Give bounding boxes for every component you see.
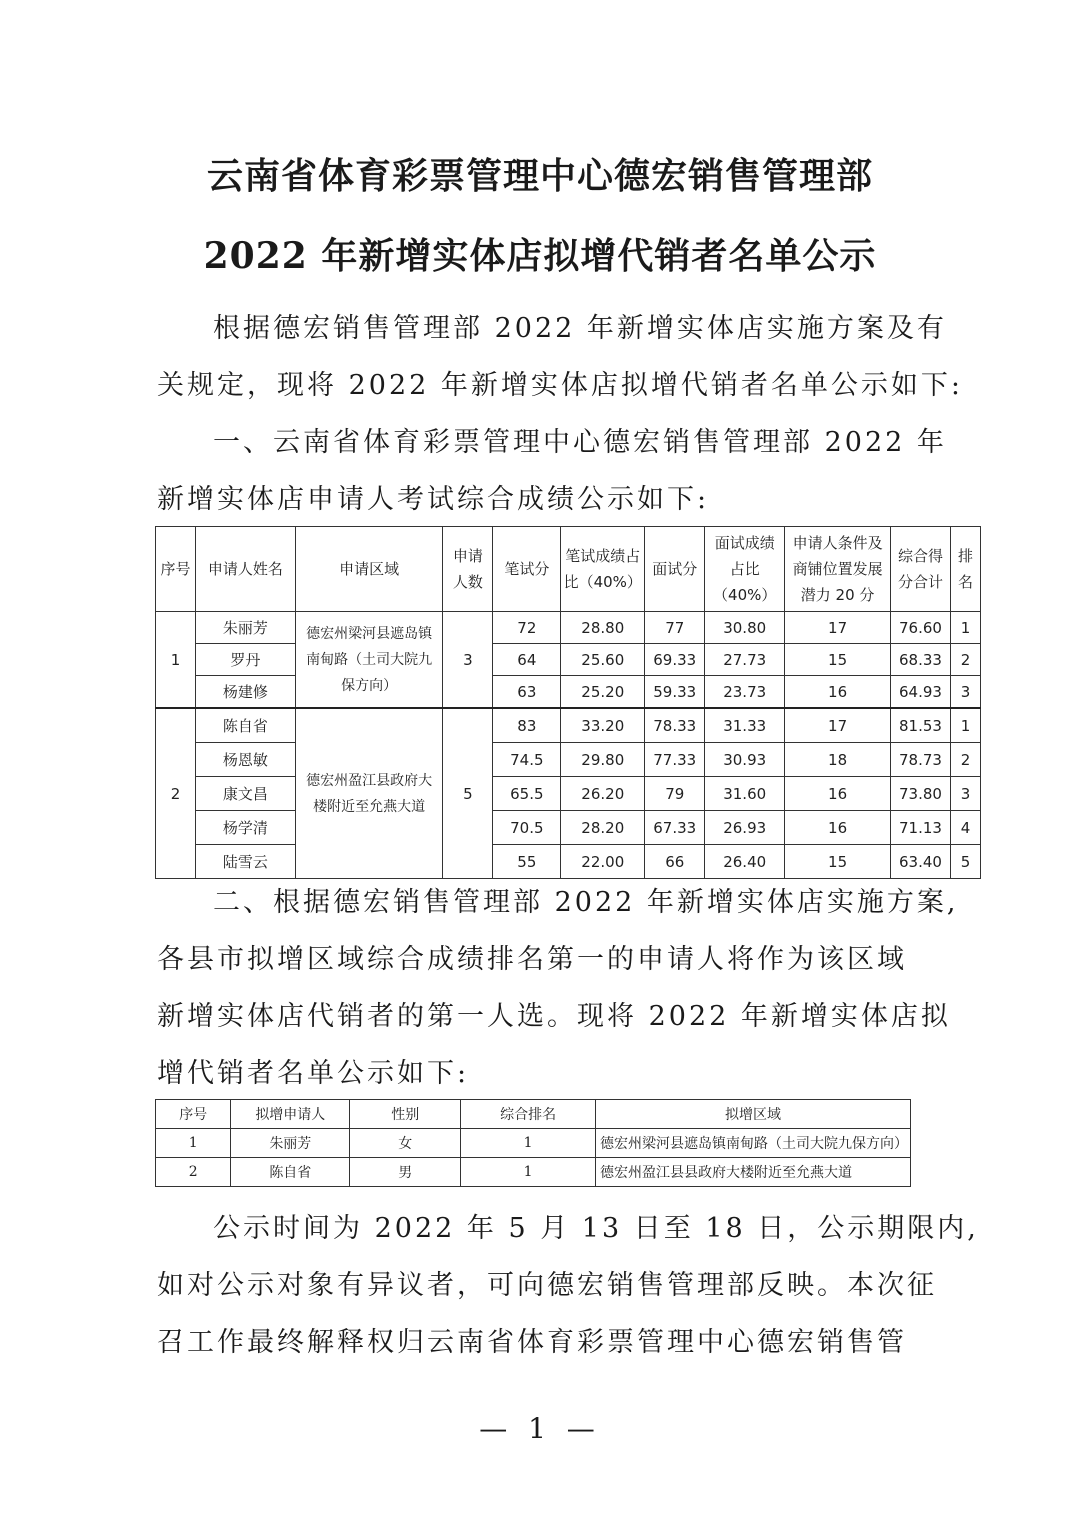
header-written: 笔试分 bbox=[493, 527, 561, 612]
written-pct: 28.20 bbox=[561, 811, 645, 845]
condition-score: 16 bbox=[785, 811, 891, 845]
interview-score: 77 bbox=[645, 612, 705, 644]
total-score: 68.33 bbox=[890, 644, 950, 676]
total-score: 63.40 bbox=[890, 845, 950, 879]
group-seq: 1 bbox=[156, 612, 196, 709]
interview-score: 67.33 bbox=[645, 811, 705, 845]
row-applicant: 陈自省 bbox=[231, 1158, 350, 1187]
group-count: 5 bbox=[443, 708, 493, 879]
written-score: 63 bbox=[493, 676, 561, 709]
interview-pct: 30.93 bbox=[705, 743, 785, 777]
applicant-name: 杨建修 bbox=[195, 676, 295, 709]
header-condition: 申请人条件及商铺位置发展潜力 20 分 bbox=[785, 527, 891, 612]
rank: 3 bbox=[950, 676, 980, 709]
row-rank: 1 bbox=[461, 1129, 596, 1158]
group-region: 德宏州盈江县政府大楼附近至允燕大道 bbox=[295, 708, 443, 879]
table-row bbox=[156, 612, 981, 644]
row-gender: 女 bbox=[350, 1129, 461, 1158]
table-row bbox=[156, 1129, 911, 1158]
condition-score: 17 bbox=[785, 708, 891, 743]
applicant-name: 杨恩敏 bbox=[195, 743, 295, 777]
rank: 4 bbox=[950, 811, 980, 845]
interview-pct: 27.73 bbox=[705, 644, 785, 676]
interview-pct: 31.33 bbox=[705, 708, 785, 743]
written-score: 72 bbox=[493, 612, 561, 644]
section-2-line: 各县市拟增区域综合成绩排名第一的申请人将作为该区域 bbox=[157, 944, 907, 975]
header-name: 申请人姓名 bbox=[195, 527, 295, 612]
condition-score: 15 bbox=[785, 845, 891, 879]
header-count: 申请人数 bbox=[443, 527, 493, 612]
interview-pct: 30.80 bbox=[705, 612, 785, 644]
header-rank: 综合排名 bbox=[461, 1100, 596, 1129]
interview-pct: 26.40 bbox=[705, 845, 785, 879]
table-row bbox=[156, 708, 981, 743]
interview-score: 66 bbox=[645, 845, 705, 879]
written-score: 55 bbox=[493, 845, 561, 879]
row-seq: 1 bbox=[156, 1129, 231, 1158]
written-score: 83 bbox=[493, 708, 561, 743]
row-gender: 男 bbox=[350, 1158, 461, 1187]
total-score: 76.60 bbox=[890, 612, 950, 644]
row-seq: 2 bbox=[156, 1158, 231, 1187]
intro-line: 根据德宏销售管理部 2022 年新增实体店实施方案及有 bbox=[213, 313, 947, 344]
written-pct: 26.20 bbox=[561, 777, 645, 811]
table-row bbox=[156, 811, 981, 845]
header-region: 申请区域 bbox=[295, 527, 443, 612]
row-rank: 1 bbox=[461, 1158, 596, 1187]
applicant-name: 杨学清 bbox=[195, 811, 295, 845]
condition-score: 18 bbox=[785, 743, 891, 777]
interview-pct: 23.73 bbox=[705, 676, 785, 709]
written-pct: 25.60 bbox=[561, 644, 645, 676]
header-seq: 序号 bbox=[156, 1100, 231, 1129]
document-title-line-1: 云南省体育彩票管理中心德宏销售管理部 bbox=[206, 155, 873, 197]
row-applicant: 朱丽芳 bbox=[231, 1129, 350, 1158]
names-table-header-row bbox=[156, 1100, 911, 1129]
section-1-line: 新增实体店申请人考试综合成绩公示如下: bbox=[157, 484, 710, 515]
score-table bbox=[155, 526, 981, 879]
section-2-line: 二、根据德宏销售管理部 2022 年新增实体店实施方案, bbox=[213, 887, 959, 918]
proposed-names-table bbox=[155, 1099, 911, 1187]
closing-line: 如对公示对象有异议者，可向德宏销售管理部反映。本次征 bbox=[157, 1270, 937, 1301]
table-row bbox=[156, 1158, 911, 1187]
document-title-line-2: 2022 年新增实体店拟增代销者名单公示 bbox=[203, 235, 877, 277]
condition-score: 16 bbox=[785, 676, 891, 709]
table-row bbox=[156, 777, 981, 811]
applicant-name: 陈自省 bbox=[195, 708, 295, 743]
interview-pct: 31.60 bbox=[705, 777, 785, 811]
applicant-name: 朱丽芳 bbox=[195, 612, 295, 644]
written-score: 64 bbox=[493, 644, 561, 676]
condition-score: 17 bbox=[785, 612, 891, 644]
table-row bbox=[156, 743, 981, 777]
condition-score: 16 bbox=[785, 777, 891, 811]
interview-pct: 26.93 bbox=[705, 811, 785, 845]
written-score: 74.5 bbox=[493, 743, 561, 777]
header-interview-pct: 面试成绩占比（40%） bbox=[705, 527, 785, 612]
applicant-name: 康文昌 bbox=[195, 777, 295, 811]
intro-line: 关规定，现将 2022 年新增实体店拟增代销者名单公示如下: bbox=[157, 370, 963, 401]
header-rank: 排名 bbox=[950, 527, 980, 612]
row-area: 德宏州梁河县遮岛镇南甸路（土司大院九保方向） bbox=[595, 1129, 910, 1158]
rank: 2 bbox=[950, 743, 980, 777]
header-seq: 序号 bbox=[156, 527, 196, 612]
section-2-paragraph bbox=[157, 874, 959, 1102]
written-pct: 28.80 bbox=[561, 612, 645, 644]
header-area: 拟增区域 bbox=[595, 1100, 910, 1129]
written-pct: 25.20 bbox=[561, 676, 645, 709]
written-pct: 33.20 bbox=[561, 708, 645, 743]
applicant-name: 罗丹 bbox=[195, 644, 295, 676]
intro-paragraph bbox=[157, 300, 963, 414]
rank: 1 bbox=[950, 708, 980, 743]
table-row bbox=[156, 644, 981, 676]
rank: 2 bbox=[950, 644, 980, 676]
closing-paragraph bbox=[157, 1200, 979, 1371]
total-score: 81.53 bbox=[890, 708, 950, 743]
section-2-line: 新增实体店代销者的第一人选。现将 2022 年新增实体店拟 bbox=[157, 1001, 951, 1032]
interview-score: 59.33 bbox=[645, 676, 705, 709]
total-score: 73.80 bbox=[890, 777, 950, 811]
total-score: 71.13 bbox=[890, 811, 950, 845]
page-number: — 1 — bbox=[479, 1412, 601, 1445]
header-gender: 性别 bbox=[350, 1100, 461, 1129]
interview-score: 79 bbox=[645, 777, 705, 811]
applicant-name: 陆雪云 bbox=[195, 845, 295, 879]
rank: 5 bbox=[950, 845, 980, 879]
group-region: 德宏州梁河县遮岛镇南甸路（土司大院九保方向） bbox=[295, 612, 443, 709]
section-1-paragraph bbox=[157, 414, 947, 528]
total-score: 78.73 bbox=[890, 743, 950, 777]
score-table-header-row bbox=[156, 527, 981, 612]
written-pct: 22.00 bbox=[561, 845, 645, 879]
section-2-line: 增代销者名单公示如下: bbox=[157, 1058, 470, 1089]
table-row bbox=[156, 676, 981, 709]
closing-line: 公示时间为 2022 年 5 月 13 日至 18 日，公示期限内, bbox=[213, 1213, 979, 1244]
total-score: 64.93 bbox=[890, 676, 950, 709]
rank: 1 bbox=[950, 612, 980, 644]
group-seq: 2 bbox=[156, 708, 196, 879]
interview-score: 77.33 bbox=[645, 743, 705, 777]
row-area: 德宏州盈江县县政府大楼附近至允燕大道 bbox=[595, 1158, 910, 1187]
written-score: 65.5 bbox=[493, 777, 561, 811]
header-written-pct: 笔试成绩占比（40%） bbox=[561, 527, 645, 612]
header-total: 综合得分合计 bbox=[890, 527, 950, 612]
closing-line: 召工作最终解释权归云南省体育彩票管理中心德宏销售管 bbox=[157, 1327, 907, 1358]
header-applicant: 拟增申请人 bbox=[231, 1100, 350, 1129]
written-score: 70.5 bbox=[493, 811, 561, 845]
written-pct: 29.80 bbox=[561, 743, 645, 777]
condition-score: 15 bbox=[785, 644, 891, 676]
section-1-line: 一、云南省体育彩票管理中心德宏销售管理部 2022 年 bbox=[213, 427, 947, 458]
interview-score: 78.33 bbox=[645, 708, 705, 743]
header-interview: 面试分 bbox=[645, 527, 705, 612]
group-count: 3 bbox=[443, 612, 493, 709]
rank: 3 bbox=[950, 777, 980, 811]
interview-score: 69.33 bbox=[645, 644, 705, 676]
